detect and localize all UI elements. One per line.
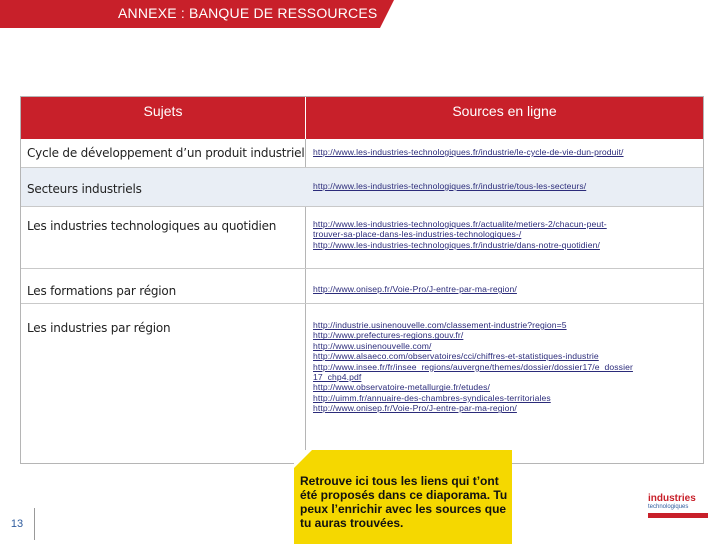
column-header-sources: Sources en ligne <box>306 97 703 139</box>
source-link[interactable]: trouver-sa-place-dans-les-industries-technologiques-/ <box>313 229 522 240</box>
industries-technologiques-logo <box>648 494 712 534</box>
source-link[interactable]: http://www.les-industries-technologiques.fr/industrie/tous-les-secteurs/ <box>313 181 587 191</box>
source-link[interactable]: http://uimm.fr/annuaire-des-chambres-syndicales-territoriales <box>313 392 551 403</box>
row-subject: Les industries technologiques au quotidien <box>27 219 277 233</box>
table-row <box>21 269 703 304</box>
source-link[interactable]: http://www.onisep.fr/Voie-Pro/J-entre-par-ma-region/ <box>313 284 517 294</box>
table-row <box>21 168 703 207</box>
callout-note <box>294 450 512 544</box>
row-subject: Les formations par région <box>27 284 176 298</box>
row-subject: Secteurs industriels <box>27 182 142 196</box>
source-link[interactable]: http://www.usinenouvelle.com/ <box>313 340 432 351</box>
source-link[interactable]: http://www.insee.fr/fr/insee_regions/auvergne/themes/dossier/dossier17/e_dossier <box>313 361 633 372</box>
source-link[interactable]: http://www.alsaeco.com/observatoires/cci/chiffres-et-statistiques-industrie <box>313 351 599 362</box>
logo-bar <box>648 513 708 518</box>
callout-text: Retrouve ici tous les liens qui t’ont été proposés dans ce diaporama. Tu peux l’enrichir avec les sources que tu auras trouvées. <box>300 474 508 530</box>
source-link[interactable]: http://www.les-industries-technologiques.fr/actualite/metiers-2/chacun-peut- <box>313 219 607 229</box>
row-subject: Les industries par région <box>27 321 171 335</box>
logo-main-text: industries <box>648 493 696 504</box>
source-link[interactable]: http://www.observatoire-metallurgie.fr/etudes/ <box>313 382 491 393</box>
source-link[interactable]: 17_chp4.pdf <box>313 372 362 383</box>
page-number-box <box>0 508 35 540</box>
table-row <box>21 304 703 463</box>
column-header-subjects: Sujets <box>21 97 306 139</box>
source-link[interactable]: http://www.les-industries-technologiques.fr/industrie/dans-notre-quotidien/ <box>313 239 600 250</box>
table-row <box>21 139 703 168</box>
row-subject: Cycle de développement d’un produit industriel <box>27 146 305 160</box>
logo-sub-text: technologiques <box>648 504 689 510</box>
source-link[interactable]: http://www.les-industries-technologiques.fr/industrie/le-cycle-de-vie-dun-produit/ <box>313 147 624 157</box>
source-link[interactable]: http://www.onisep.fr/Voie-Pro/J-entre-par-ma-region/ <box>313 403 517 414</box>
resources-table <box>20 96 704 464</box>
page-number: 13 <box>10 518 24 530</box>
source-link[interactable]: http://www.prefectures-regions.gouv.fr/ <box>313 330 464 341</box>
source-link[interactable]: http://industrie.usinenouvelle.com/classement-industrie?region=5 <box>313 320 567 330</box>
title-banner <box>0 0 380 28</box>
table-row <box>21 207 703 269</box>
page-title: ANNEXE : BANQUE DE RESSOURCES <box>118 5 378 21</box>
